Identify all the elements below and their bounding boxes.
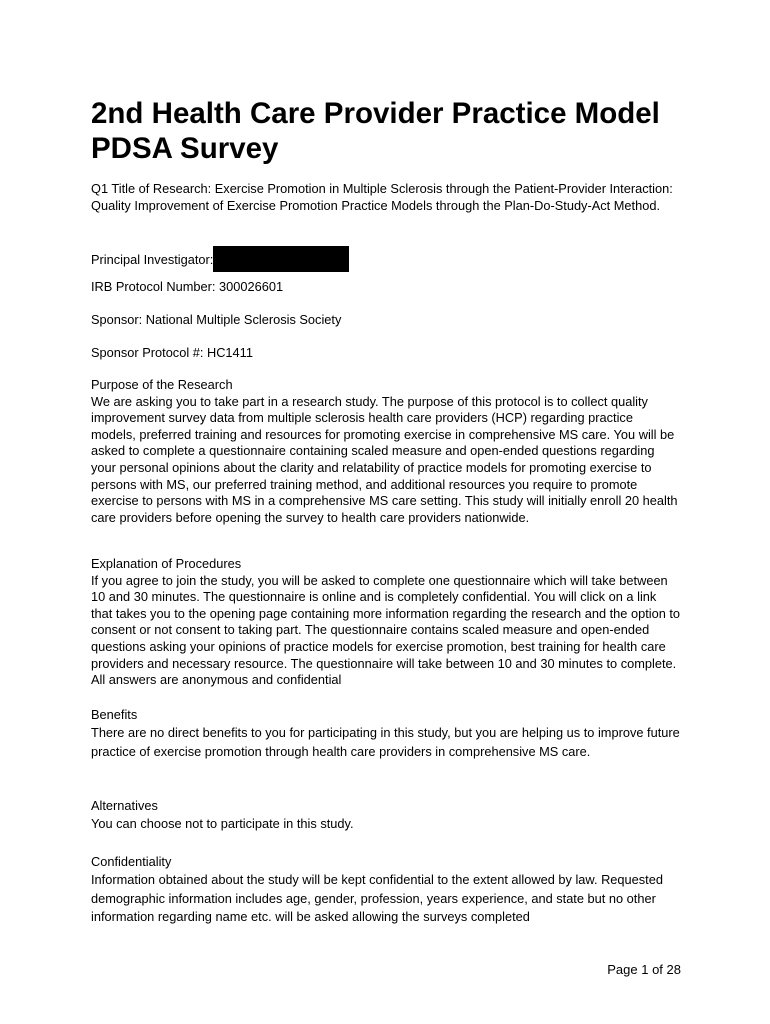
benefits-heading: Benefits [91,707,138,722]
alternatives-text: You can choose not to participate in this study. [91,816,354,832]
redaction-block [213,246,349,272]
procedures-section [91,556,681,689]
sponsor-protocol-line: Sponsor Protocol #: HC1411 [91,345,253,360]
procedures-heading: Explanation of Procedures [91,556,242,571]
page-number: Page 1 of 28 [607,962,681,977]
purpose-heading: Purpose of the Research [91,377,233,392]
purpose-section [91,377,681,526]
confidentiality-text: Information obtained about the study will be kept confidential to the extent allowed by law. Requested demographic information includes age, gender, profession, years experience, and state but no other information regarding name etc. will be asked allowing the surveys completed [91,872,663,925]
confidentiality-heading: Confidentiality [91,854,172,869]
sponsor-line: Sponsor: National Multiple Sclerosis Society [91,312,342,327]
benefits-section [91,706,681,761]
irb-protocol-number: IRB Protocol Number: 300026601 [91,279,284,294]
alternatives-section [91,797,681,834]
principal-investigator-line [91,246,681,272]
procedures-text: If you agree to join the study, you will be asked to complete one questionnaire which will take between 10 and 30 minutes. The questionnaire is online and is completely confidential. You will click on a link that takes you to the opening page containing more information regarding the research and the option to consent or not consent to taking part. The questionnaire contains scaled measure and open-ended questions asking your opinions of practice models for exercise promotion, best training for health care providers and necessary resource. The questionnaire will take between 10 and 30 minutes to complete. All answers are anonymous and confidential [91,572,681,688]
benefits-text: There are no direct benefits to you for participating in this study, but you are helping us to improve future practice of exercise promotion through health care providers in comprehensive MS care. [91,725,680,759]
confidentiality-section [91,853,681,927]
document-title: 2nd Health Care Provider Practice Model PDSA Survey [91,97,660,165]
principal-investigator-label: Principal Investigator: [91,252,214,267]
purpose-text: We are asking you to take part in a research study. The purpose of this protocol is to collect quality improvement survey data from multiple sclerosis health care providers (HCP) regarding practice models, preferred training and resources for promoting exercise in comprehensive MS care. You will be asked to complete a questionnaire containing scaled measure and open-ended questions regarding your personal opinions about the clarity and relatability of practice models for promoting exercise to persons with MS, our preferred training method, and additional resources you require to promote exercise to persons with MS in a comprehensive MS care setting. This study will initially enroll 20 health care providers before opening the survey to health care providers nationwide. [91,393,678,525]
research-title-paragraph: Q1 Title of Research: Exercise Promotion in Multiple Sclerosis through the Patient-Provider Interaction: Quality Improvement of Exercise Promotion Practice Models through the Plan-Do-Study-Act Method. [91,181,673,213]
alternatives-heading: Alternatives [91,798,158,813]
